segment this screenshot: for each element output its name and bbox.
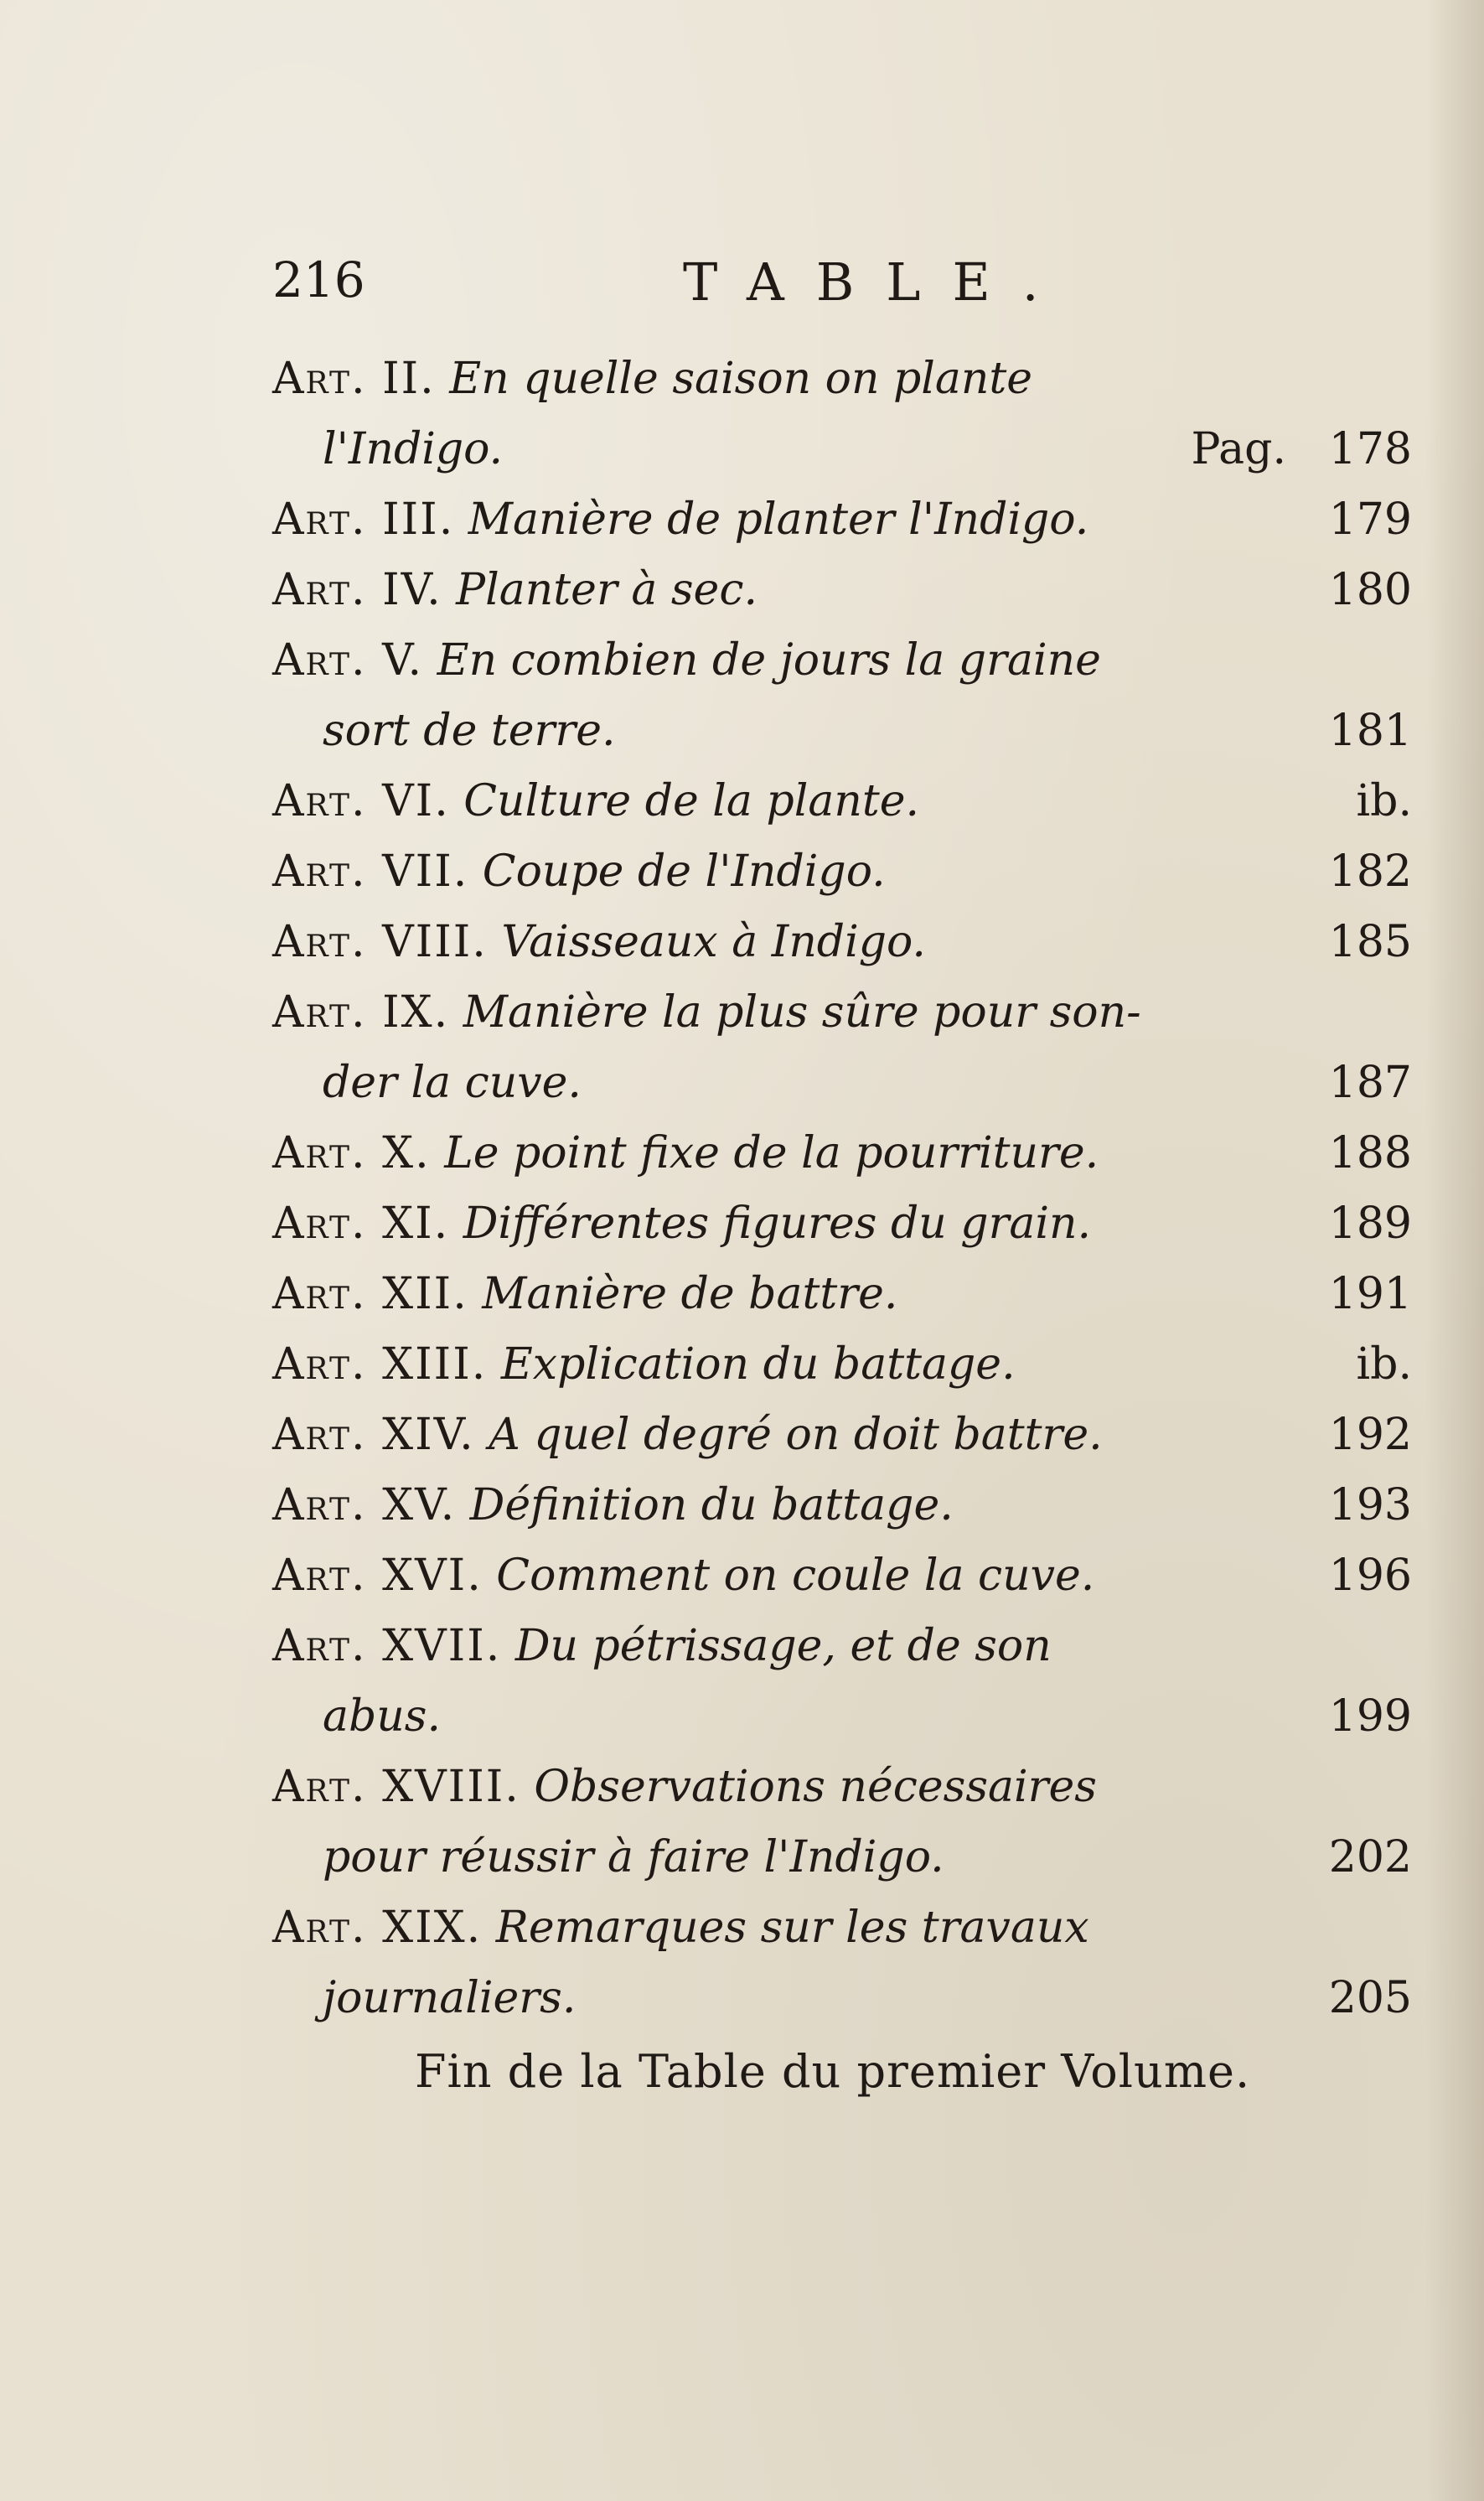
toc-entry [272, 1118, 1412, 1188]
running-title: TABLE. [683, 251, 1071, 313]
article-title-continuation: abus. [323, 1691, 441, 1742]
article-label: Art. V. [272, 635, 424, 686]
article-label: Art. XI. [272, 1199, 450, 1249]
entry-page-number: 205 [1328, 1973, 1412, 2023]
toc-entry [272, 1329, 1412, 1400]
toc-entry [272, 484, 1412, 555]
article-label: Art. XVIII. [272, 1762, 520, 1812]
toc-entry [272, 1470, 1412, 1540]
toc-entry [272, 1752, 1412, 1893]
entry-page-number: 192 [1328, 1410, 1412, 1460]
toc-entry [272, 625, 1412, 766]
entry-page-number: 188 [1328, 1128, 1412, 1178]
article-label: Art. XIV. [272, 1410, 475, 1460]
article-title: Coupe de l'Indigo. [482, 847, 886, 897]
toc-entry [272, 344, 1412, 484]
article-title-continuation: pour réussir à faire l'Indigo. [323, 1832, 944, 1882]
article-label: Art. XIX. [272, 1903, 483, 1953]
article-label: Art. X. [272, 1128, 431, 1178]
article-title-continuation: der la cuve. [323, 1058, 582, 1108]
entry-page-number: 187 [1328, 1058, 1412, 1108]
toc-entry [272, 766, 1412, 836]
entry-page-number: 193 [1328, 1480, 1412, 1530]
toc-entry [272, 1540, 1412, 1611]
article-label: Art. VI. [272, 776, 450, 826]
article-title: Manière de planter l'Indigo. [468, 495, 1089, 545]
article-title: En combien de jours la graine [437, 635, 1101, 686]
article-title: Définition du battage. [469, 1480, 954, 1530]
entry-page-number: 191 [1328, 1269, 1412, 1319]
entry-page-number: 185 [1328, 917, 1412, 967]
toc-entry [272, 1400, 1412, 1470]
page-number: 216 [272, 251, 365, 308]
entry-page-number: 189 [1328, 1199, 1412, 1249]
article-title: Le point fixe de la pourriture. [444, 1128, 1099, 1178]
entry-page-number: 202 [1328, 1832, 1412, 1882]
article-title: Culture de la plante. [463, 776, 920, 826]
article-title: Vaisseaux à Indigo. [501, 917, 926, 967]
table-of-contents [272, 344, 1412, 2033]
toc-entry [272, 1188, 1412, 1259]
article-label: Art. XII. [272, 1269, 468, 1319]
entry-page-number: ib. [1356, 776, 1412, 826]
article-label: Art. III. [272, 495, 455, 545]
article-label: Art. IV. [272, 565, 442, 615]
article-label: Art. XIII. [272, 1339, 488, 1390]
entry-page-number: ib. [1356, 1339, 1412, 1390]
article-title: A quel degré on doit battre. [489, 1410, 1103, 1460]
page-header [272, 251, 1412, 327]
article-title: Différentes figures du grain. [463, 1199, 1092, 1249]
toc-entry [272, 1259, 1412, 1329]
toc-entry [272, 836, 1412, 907]
entry-page-number: 178 [1328, 424, 1412, 474]
article-title: Du pétrissage, et de son [514, 1621, 1052, 1671]
toc-entry [272, 555, 1412, 625]
entry-page-number: 180 [1328, 565, 1412, 615]
article-title-continuation: l'Indigo. [323, 424, 504, 474]
toc-entry [272, 1893, 1412, 2033]
article-label: Art. IX. [272, 987, 450, 1038]
page-abbreviation: Pag. [1191, 424, 1286, 474]
toc-entry [272, 1611, 1412, 1752]
article-title: Planter à sec. [456, 565, 758, 615]
entry-page-number: 199 [1328, 1691, 1412, 1742]
toc-entry [272, 907, 1412, 977]
article-title: Comment on coule la cuve. [496, 1551, 1095, 1601]
entry-page-number: 181 [1328, 706, 1412, 756]
article-label: Art. VII. [272, 847, 469, 897]
article-title: Manière de battre. [482, 1269, 898, 1319]
article-title-continuation: sort de terre. [323, 706, 616, 756]
article-title: Remarques sur les travaux [495, 1903, 1089, 1953]
toc-entry [272, 977, 1412, 1118]
article-label: Art. XVII. [272, 1621, 502, 1671]
article-title: Observations nécessaires [534, 1762, 1097, 1812]
page-edge-shadow [1425, 0, 1484, 2501]
article-label: Art. XVI. [272, 1551, 483, 1601]
article-label: Art. XV. [272, 1480, 457, 1530]
article-label: Art. II. [272, 354, 436, 404]
entry-page-number: 179 [1328, 495, 1412, 545]
article-title-continuation: journaliers. [323, 1973, 577, 2023]
article-label: Art. VIII. [272, 917, 488, 967]
end-of-table-note: Fin de la Table du premier Volume. [415, 2045, 1251, 2098]
entry-page-number: 182 [1328, 847, 1412, 897]
article-title: Manière la plus sûre pour son- [463, 987, 1141, 1038]
article-title: En quelle saison on plante [449, 354, 1033, 404]
entry-page-number: 196 [1328, 1551, 1412, 1601]
article-title: Explication du battage. [500, 1339, 1016, 1390]
